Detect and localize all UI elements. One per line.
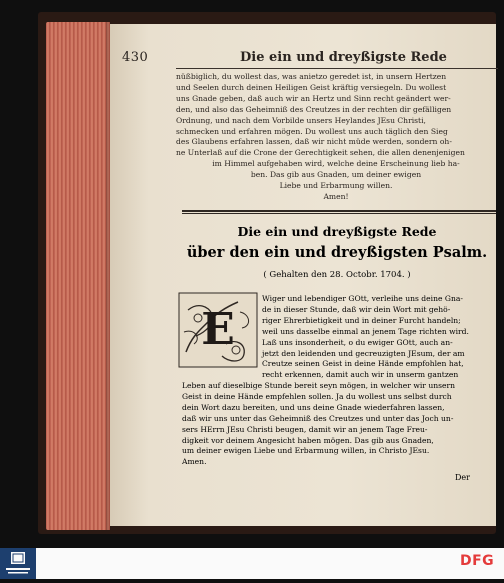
page-header [122,50,496,68]
text-line: sers HErrn JEsu Christi beugen, damit wir an jenem Tage Freu- [182,424,428,434]
decorated-initial [178,292,258,368]
text-line: ben. Das gib aus Gnaden, um deiner ewigen [250,170,422,180]
opening-prayer-indented [262,294,498,381]
text-line: Geist in deine Hände empfehlen sollen. Ja du wollest uns selbst durch [182,391,452,401]
text-line: um deiner ewigen Liebe und Erbarmung willen, in Christo JEsu. [182,446,430,456]
section-subtitle: über den ein und dreyßigsten Psalm. [186,244,488,261]
text-line: Ordnung, und nach dem Vorbilde unsers Heylandes JEsu Christi, [176,115,426,125]
text-line: Creutze seinen Geist in deine Hände empfohlen hat, [262,359,464,369]
text-line: Liebe und Erbarmung willen. [279,181,393,191]
text-line: dein Wort dazu bereiten, und uns deine Gnade wiederfahren lassen, [182,402,445,412]
running-head: Die ein und dreyßigste Rede [240,50,447,65]
text-line: Amen! [323,191,349,201]
text-line: schmecken und erfahren mögen. Du wollest uns auch täglich den Sieg [176,126,448,136]
text-line: de in dieser Stunde, daß wir dein Wort mit gehö- [262,304,451,314]
text-line: jetzt den leidenden und gecreuzigten JEsum, der am [262,348,465,358]
text-line: Amen. [182,457,207,467]
library-logo[interactable] [0,548,36,579]
page-number: 430 [122,50,149,65]
viewer-footer [0,548,504,579]
closing-prayer-paragraph [176,72,496,203]
section-divider-thick [182,210,496,212]
page-edges [46,22,110,530]
text-line: digkeit vor deinem Angesicht haben mögen. Das gib aus Gnaden, [182,435,434,445]
text-line: den, und also das Geheimniß des Creutzes in der rechten dir gefälligen [176,104,452,114]
text-line: nüßbiglich, du wollest das, was anietzo geredet ist, in unsern Hertzen [176,72,447,81]
text-line: Laß uns insonderheit, o du ewiger GOtt, auch an- [262,337,453,347]
catchword: Der [455,473,470,482]
text-line: Wiger und lebendiger GOtt, verleihe uns deine Gna- [262,294,463,303]
text-line: recht erkennen, damit auch wir in unserm gantzen [262,370,459,380]
header-rule [176,68,498,69]
sermon-date: ( Gehalten den 28. Octobr. 1704. ) [263,270,411,280]
opening-prayer-full-width [182,381,498,468]
library-seal-icon [0,548,36,579]
text-line: des Glaubens erfahren lassen, daß wir nicht müde werden, sondern oh- [176,137,452,147]
text-line: uns Gnade geben, daß auch wir an Hertz und Sinn recht geändert wer- [176,93,451,103]
text-line: im Himmel aufgehaben wird, welche deine Erscheinung lieb ha- [212,159,460,169]
text-line: daß wir uns unter das Geheimniß des Creutzes und unter das Joch un- [182,413,454,423]
text-line: Leben auf dieselbige Stunde bereit seyn mögen, in welcher wir unsern [182,381,456,390]
text-line: ne Unterlaß auf die Crone der Gerechtigkeit sehen, die allen denenjenigen [176,148,465,158]
decorated-initial-graphic [178,292,258,368]
dfg-logo[interactable]: DFG [460,553,495,569]
section-title: Die ein und dreyßigste Rede [237,224,437,239]
section-divider-thin [182,213,496,214]
initial-letter: E [201,304,235,355]
text-line: weil uns dasselbe einmal an jenem Tage richten wird. [262,326,469,336]
text-line: und Seelen durch deinen Heiligen Geist kräftig versiegeln. Du wollest [176,82,447,92]
text-line: riger Ehrerbietigkeit und in deiner Furcht handeln; [262,315,461,325]
